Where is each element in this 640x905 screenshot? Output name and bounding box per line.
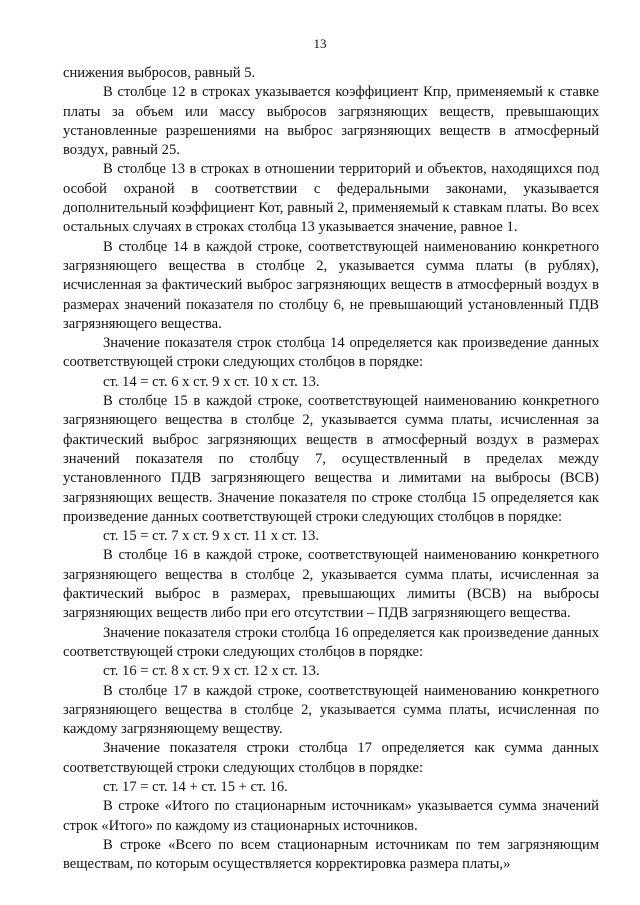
formula-line: ст. 14 = ст. 6 x ст. 9 x ст. 10 x ст. 13. <box>103 373 320 390</box>
paragraph: Значение показателя строк столбца 14 определяется как произведение данных соответствующей строки следующих столбцов в порядке: <box>63 335 599 371</box>
paragraph: В строке «Итого по стационарным источникам» указывается сумма значений строк «Итого» по каждому из стационарных источников. <box>63 798 599 834</box>
paragraph: В столбце 17 в каждой строке, соответствующей наименованию конкретного загрязняющего вещества в столбце 2, указывается сумма платы, исчисленная по каждому загрязняющему веществу. <box>63 682 599 738</box>
document-body <box>63 64 599 874</box>
formula-line: ст. 15 = ст. 7 x ст. 9 x ст. 11 x ст. 13. <box>103 528 320 545</box>
paragraph: снижения выбросов, равный 5. <box>63 65 256 81</box>
paragraph: Значение показателя строки столбца 16 определяется как произведение данных соответствующей строки следующих столбцов в порядке: <box>63 624 599 660</box>
page-number: 13 <box>313 36 327 51</box>
paragraph: Значение показателя строки столбца 17 определяется как сумма данных соответствующей строки следующих столбцов в порядке: <box>63 740 599 776</box>
paragraph: В столбце 13 в строках в отношении территорий и объектов, находящихся под особой охраной в соответствии с федеральными законами, указывается дополнительный коэффициент Кот, равный 2, применяемый к ставкам платы. Во всех остальных случаях в строках столбца 13 указывается значение, равное 1. <box>63 161 599 236</box>
formula-line: ст. 16 = ст. 8 x ст. 9 x ст. 12 x ст. 13. <box>103 663 320 680</box>
paragraph: В столбце 15 в каждой строке, соответствующей наименованию конкретного загрязняющего вещества в столбце 2, указывается сумма платы, исчисленная за фактический выброс загрязняющих веществ в атмосферный воздух в размерах значений показателя по столбцу 7, осуществленный в пределах между установленного ПДВ загрязняющего вещества и лимитами на выбросы (ВСВ) загрязняющих веществ. Значение показателя по строке столбца 15 определяется как произведение данных соответствующей строки следующих столбцов в порядке: <box>63 393 599 525</box>
paragraph: В строке «Всего по всем стационарным источникам по тем загрязняющим веществам, по которым осуществляется корректировка размера платы,» <box>63 836 599 873</box>
paragraph: В столбце 14 в каждой строке, соответствующей наименованию конкретного загрязняющего вещества в столбце 2, указывается сумма платы (в рублях), исчисленная за фактический выброс загрязняющих веществ в атмосферный воздух в размерах значений показателя по столбцу 6, не превышающий установленный ПДВ загрязняющего вещества. <box>63 238 599 332</box>
paragraph: В столбце 16 в каждой строке, соответствующей наименованию конкретного загрязняющего вещества в столбце 2, указывается сумма платы, исчисленная за фактический выброс в размерах, превышающих лимиты (ВСВ) на выбросы загрязняющих веществ либо при его отсутствии – ПДВ загрязняющего вещества. <box>63 547 599 622</box>
paragraph: В столбце 12 в строках указывается коэффициент Кпр, применяемый к ставке платы за объем или массу выбросов загрязняющих веществ, превышающих установленные разрешениями на выброс загрязняющих веществ в атмосферный воздух, равный 25. <box>63 84 599 159</box>
formula-line: ст. 17 = ст. 14 + ст. 15 + ст. 16. <box>103 778 288 795</box>
